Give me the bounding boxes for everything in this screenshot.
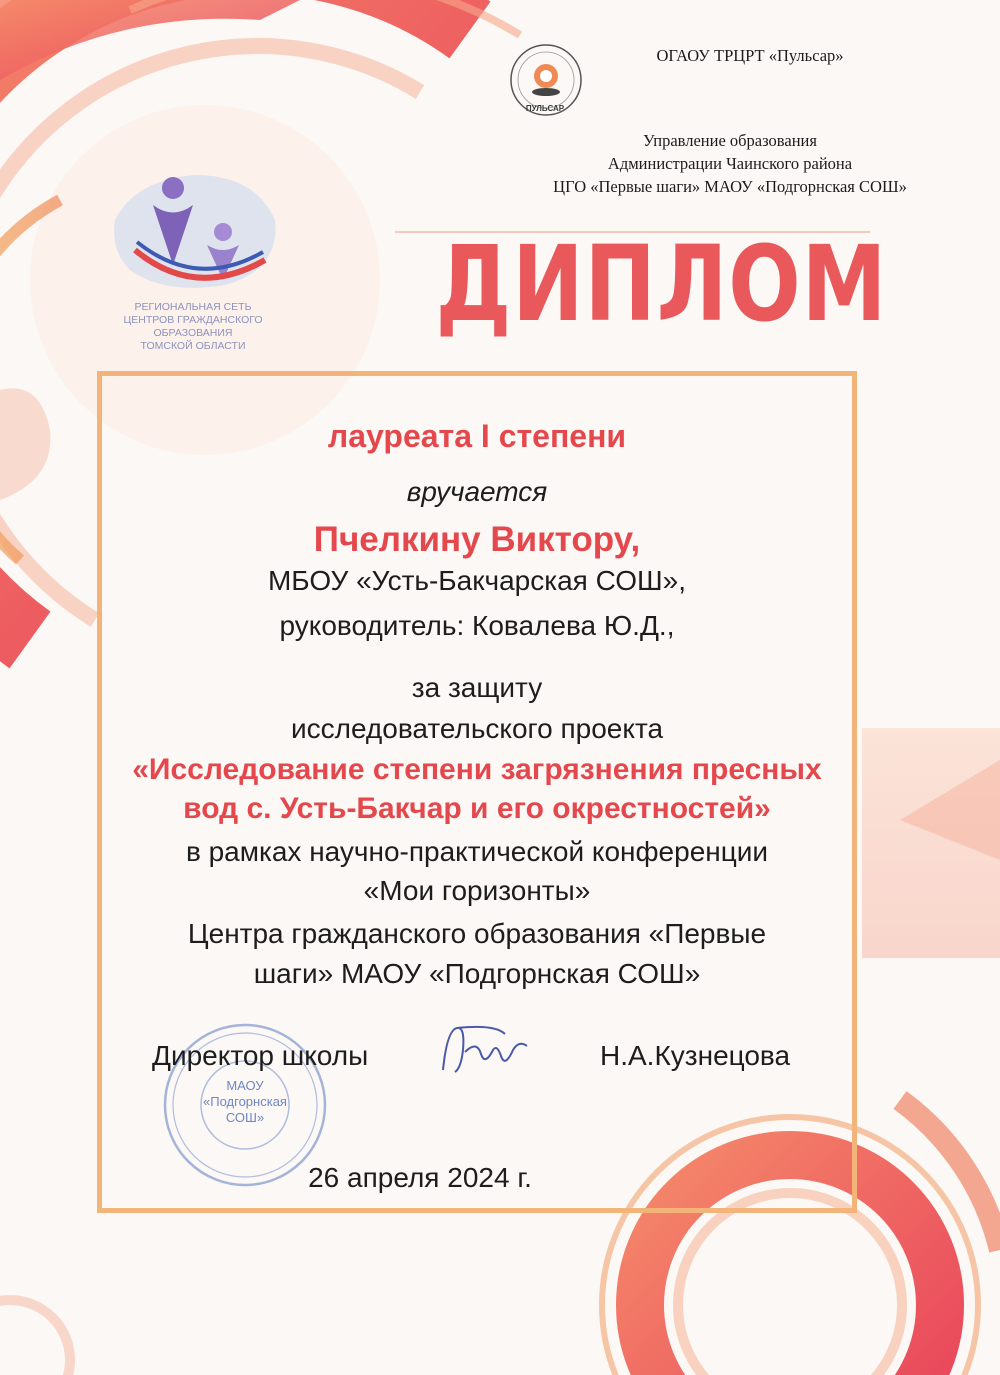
org-pulsar: ОГАОУ ТРЦРТ «Пульсар» — [656, 46, 844, 65]
reason-line: исследовательского проекта — [290, 713, 664, 744]
degree-text: лауреата I степени — [327, 418, 627, 454]
signature-position: Директор школы — [152, 1040, 369, 1071]
handwritten-signature — [435, 1020, 535, 1080]
context-line: шаги» МАОУ «Подгорнская СОШ» — [253, 958, 701, 989]
context-line: Центра гражданского образования «Первые — [187, 918, 767, 949]
recipient-name: Пчелкину Виктору, — [313, 520, 641, 559]
signatory-name: Н.А.Кузнецова — [600, 1040, 791, 1071]
pulsar-logo-caption: ПУЛЬСАР — [525, 104, 565, 113]
stamp-line: МАОУ — [226, 1078, 264, 1093]
network-caption-line: ТОМСКОЙ ОБЛАСТИ — [140, 340, 246, 352]
stamp-line: СОШ» — [225, 1110, 265, 1125]
org-line: Управление образования — [643, 131, 817, 150]
stamp-text — [195, 1078, 295, 1126]
project-title-line: вод с. Усть-Бакчар и его окрестностей» — [183, 792, 771, 825]
org-line: ЦГО «Первые шаги» МАОУ «Подгорнская СОШ» — [553, 177, 907, 196]
recipient-school: МБОУ «Усть-Бакчарская СОШ», — [267, 565, 687, 596]
context-line: «Мои горизонты» — [363, 875, 591, 906]
regional-network-logo — [105, 160, 285, 300]
network-caption-line: РЕГИОНАЛЬНАЯ СЕТЬ — [134, 301, 252, 313]
issue-date: 26 апреля 2024 г. — [308, 1162, 532, 1193]
supervisor-text: руководитель: Ковалева Ю.Д., — [279, 610, 675, 641]
diploma-title: ДИПЛОМ — [435, 223, 888, 345]
awarded-text: вручается — [406, 476, 548, 507]
network-caption-line: ЦЕНТРОВ ГРАЖДАНСКОГО ОБРАЗОВАНИЯ — [123, 314, 263, 339]
org-line: Администрации Чаинского района — [607, 154, 853, 173]
stamp-line: «Подгорнская — [203, 1094, 287, 1109]
reason-line: за защиту — [411, 672, 543, 703]
context-line: в рамках научно-практической конференции — [185, 836, 769, 867]
project-title-line: «Исследование степени загрязнения пресных — [132, 753, 822, 786]
regional-network-caption — [84, 301, 302, 353]
